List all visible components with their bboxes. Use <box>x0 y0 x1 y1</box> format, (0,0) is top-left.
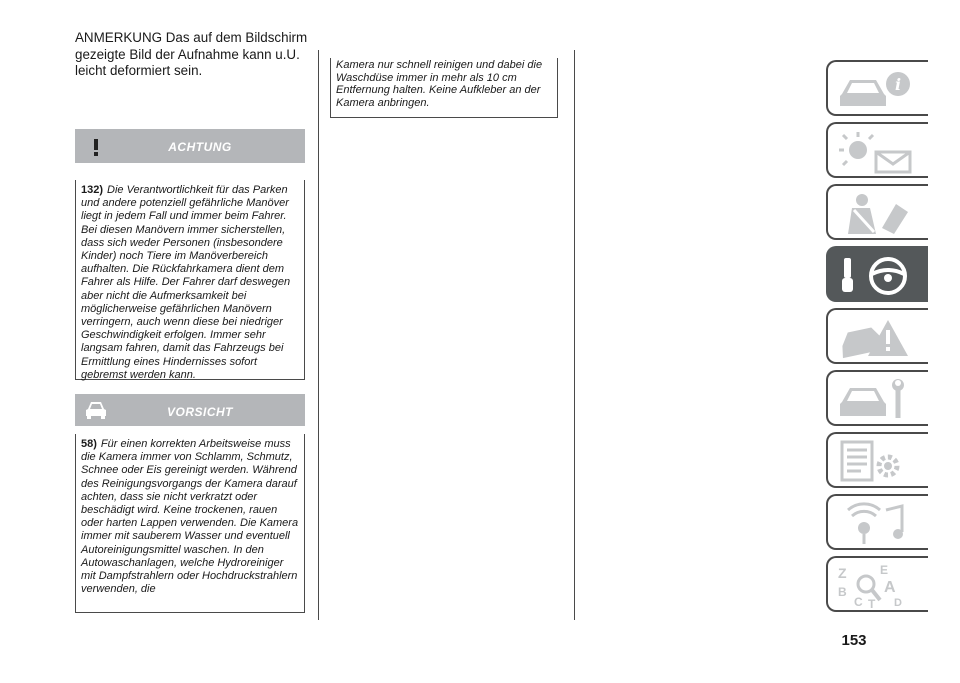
svg-text:i: i <box>894 75 902 94</box>
tab-index[interactable] <box>826 556 928 612</box>
caution-number: 58) <box>81 438 97 450</box>
warning-title: ACHTUNG <box>168 140 232 154</box>
page-number: 153 <box>841 632 867 649</box>
tab-car-info[interactable] <box>826 60 928 116</box>
tab-safety[interactable] <box>826 184 928 240</box>
car-info-icon <box>836 68 922 112</box>
caution-title: VORSICHT <box>166 405 233 419</box>
index-letter: E <box>880 564 889 577</box>
key-steering-wheel-icon <box>836 254 922 298</box>
intro-note: ANMERKUNG Das auf dem Bildschirm gezeigte Bild der Aufnahme kann u.U. leicht deformiert sein. <box>75 30 308 78</box>
column-divider <box>318 50 319 620</box>
warning-header <box>75 129 305 163</box>
index-letter: D <box>894 597 902 608</box>
caution-header <box>75 394 305 426</box>
dashboard-lights-icon <box>836 130 922 174</box>
index-letter: B <box>838 585 847 599</box>
caution-continued: Kamera nur schnell reinigen und dabei die Waschdüse immer in mehr als 10 cm Entfernung halten. Keine Aufkleber an der Kamera anbringen. <box>330 58 558 118</box>
column-divider <box>574 50 575 620</box>
index-letter: Z <box>838 565 847 581</box>
tab-dashboard-lights[interactable] <box>826 122 928 178</box>
technical-data-gear-icon <box>836 440 922 484</box>
warning-text: Die Verantwortlichkeit für das Parken und andere potenziell gefährliche Manöver liegt in jedem Fall und immer beim Fahrer. Bei diesen Manövern immer sicherstellen, dass sich weder Personen (insbesondere Kinder) noch Tiere im Manöverbereich aufhalten. Die Rückfahrkamera dient dem Fahrer als Hilfe. Der Fahrer darf deswegen aber nicht die Aufmerksamkeit bei möglicherweise gefährlichen Manövern verringern, auch wenn diese bei niedriger Geschwindigkeit erfolgen. Immer sehr langsam fahren, damit das Fahrzeugs bei Ermittlung eines Hindernisses sofort gebremst werden kann. <box>81 184 291 381</box>
tab-multimedia[interactable] <box>826 494 928 550</box>
multimedia-icon <box>836 502 922 546</box>
emergency-warning-icon <box>836 316 922 360</box>
alphabetical-index-icon <box>836 564 922 608</box>
tab-maintenance[interactable] <box>826 370 928 426</box>
index-letter: A <box>884 579 896 596</box>
tab-starting-driving[interactable] <box>826 246 928 302</box>
index-letter: T <box>868 597 876 608</box>
warning-box <box>75 180 305 380</box>
warning-number: 132) <box>81 184 104 196</box>
tab-emergency[interactable] <box>826 308 928 364</box>
caution-text: Für einen korrekten Arbeitsweise muss die Kamera immer von Schlamm, Schmutz, Schnee oder Eis gereinigt werden. Während des Reinigungsvorgangs der Kamera darauf achten, dass sie nicht verkratzt oder beschädigt wird. Keine trockenen, rauen oder harten Lappen verwenden. Die Kamera immer mit sauberem Wasser und eventuell Autoreinigungsmittel waschen. In den Autowaschanlagen, welche Hydroreiniger mit Dampfstrahlern oder Hochdruckstrahlern verwenden, die <box>81 438 299 596</box>
maintenance-wrench-icon <box>836 378 922 422</box>
safety-seatbelt-icon <box>836 192 922 236</box>
index-letter: C <box>854 595 863 608</box>
tab-technical-data[interactable] <box>826 432 928 488</box>
caution-box <box>75 434 305 613</box>
